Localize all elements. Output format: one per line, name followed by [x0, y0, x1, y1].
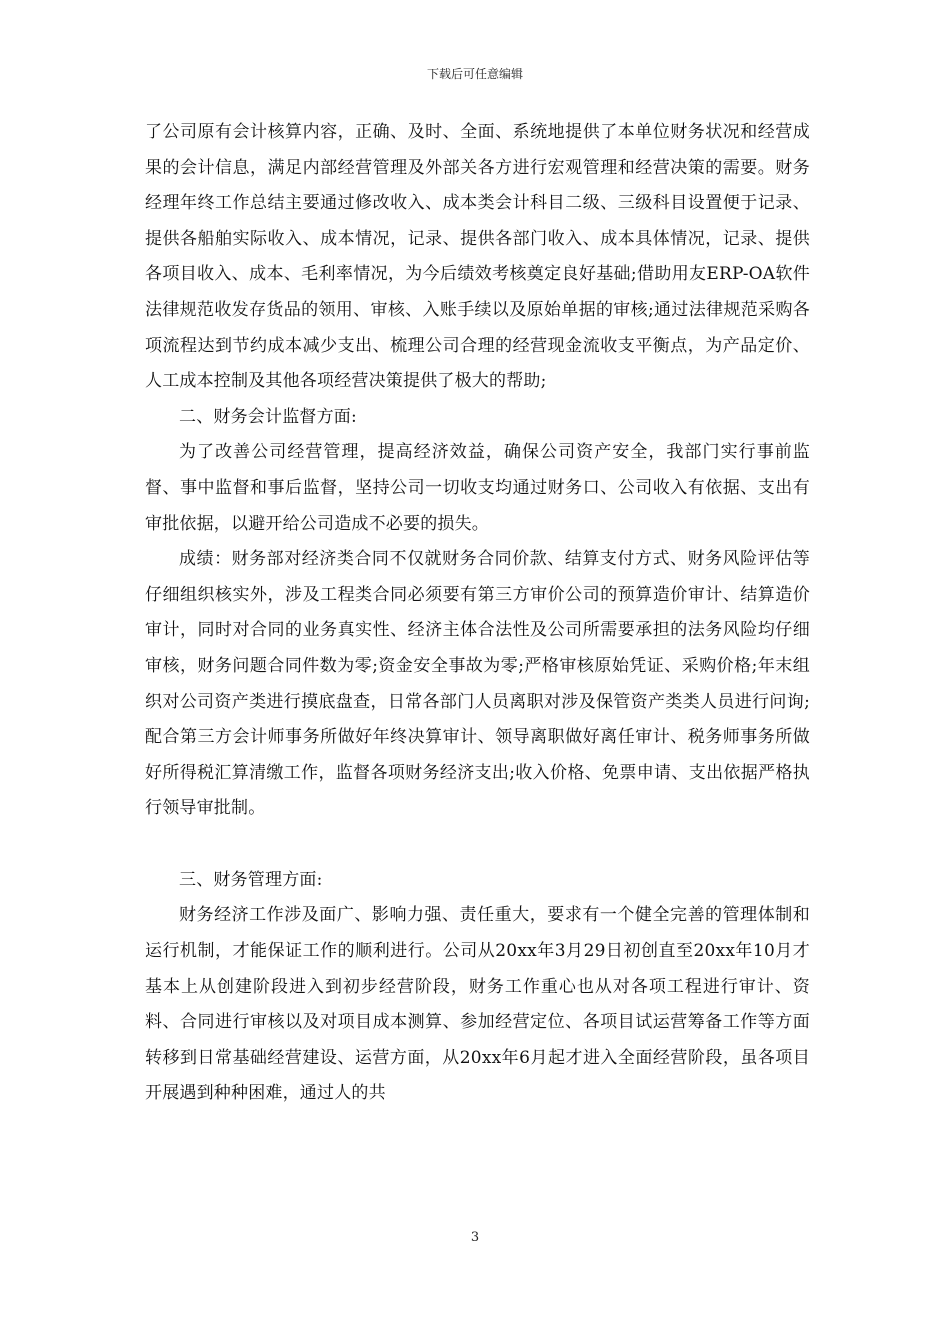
- page-header-note: 下载后可任意编辑: [426, 67, 523, 81]
- page-number: 3: [470, 1230, 480, 1245]
- paragraph-gap: [145, 827, 810, 863]
- section-heading-financial-management: 三、财务管理方面:: [179, 869, 323, 890]
- paragraph-accounting-continuation: 了公司原有会计核算内容，正确、及时、全面、系统地提供了本单位财务状况和经营成果的会计信息，满足内部经营管理及外部关各方进行宏观管理和经营决策的需要。财务经理年终工作总结主要通过修改收入、成本类会计科目二级、三级科目设置便于记录、提供各船舶实际收入、成本情况，记录、提供各部门收入、成本具体情况，记录、提供各项目收入、成本、毛利率情况，为今后绩效考核奠定良好基础;借助用友ERP-OA软件法律规范收发存货品的领用、审核、入账手续以及原始单据的审核;通过法律规范采购各项流程达到节约成本减少支出、梳理公司合理的经营现金流收支平衡点，为产品定价、人工成本控制及其他各项经营决策提供了极大的帮助;: [145, 122, 810, 392]
- paragraph-financial-management: 财务经济工作涉及面广、影响力强、责任重大，要求有一个健全完善的管理体制和运行机制，才能保证工作的顺利进行。公司从20xx年3月29日初创直至20xx年10月才基本上从创建阶段进入到初步经营阶段，财务工作重心也从对各项工程进行审计、资料、合同进行审核以及对项目成本测算、参加经营定位、各项目试运营筹备工作等方面转移到日常基础经营建设、运营方面，从20xx年6月起才进入全面经营阶段，虽各项目开展遇到种种困难，通过人的共: [145, 905, 810, 1104]
- document-body: [145, 115, 810, 1112]
- paragraph-supervision-intro: 为了改善公司经营管理，提高经济效益，确保公司资产安全，我部门实行事前监督、事中监督和事后监督，坚持公司一切收支均通过财务口、公司收入有依据、支出有审批依据，以避开给公司造成不必要的损失。: [145, 442, 810, 534]
- paragraph-supervision-results: 成绩：财务部对经济类合同不仅就财务合同价款、结算支付方式、财务风险评估等仔细组织核实外，涉及工程类合同必须要有第三方审价公司的预算造价审计、结算造价审计，同时对合同的业务真实性、经济主体合法性及公司所需要承担的法务风险均仔细审核，财务问题合同件数为零;资金安全事故为零;严格审核原始凭证、采购价格;年末组织对公司资产类进行摸底盘查，日常各部门人员离职对涉及保管资产类类人员进行问询;配合第三方会计师事务所做好年终决算审计、领导离职做好离任审计、税务师事务所做好所得税汇算清缴工作，监督各项财务经济支出;收入价格、免票申请、支出依据严格执行领导审批制。: [145, 549, 810, 819]
- section-heading-accounting-supervision: 二、财务会计监督方面:: [179, 406, 357, 427]
